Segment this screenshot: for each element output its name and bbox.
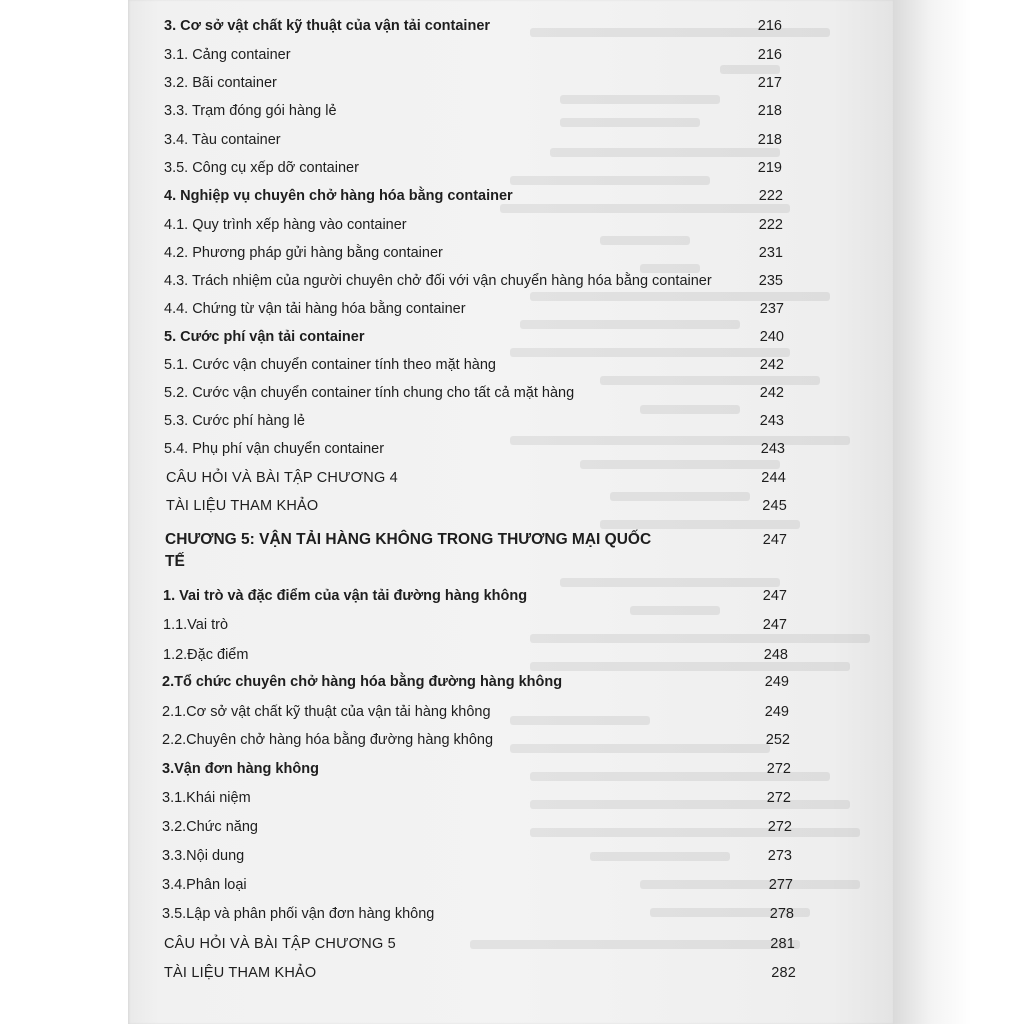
toc-entry-page: 242 (759, 385, 784, 401)
toc-entry-page: 272 (766, 790, 791, 806)
toc-entry-page: 281 (770, 936, 795, 952)
toc-entry-title: 2.Tổ chức chuyên chở hàng hóa bằng đường hàng không (162, 674, 563, 690)
toc-entry (0, 243, 800, 271)
toc-entry-title: 3.3.Nội dung (162, 848, 245, 864)
toc-entry-title: 4.1. Quy trình xếp hàng vào container (164, 217, 407, 233)
toc-entry-title: 5.4. Phụ phí vận chuyển container (164, 441, 385, 457)
toc-entry (0, 186, 800, 214)
toc-entry (0, 355, 800, 383)
toc-entry-page: 218 (757, 103, 782, 119)
toc-entry-title: 5. Cước phí vận tải container (164, 329, 365, 345)
toc-entry-page: 248 (763, 647, 788, 663)
toc-entry-title: 4.3. Trách nhiệm của người chuyên chở đối với vận chuyển hàng hóa bằng container (164, 273, 712, 289)
toc-entry-page: 282 (771, 965, 796, 981)
toc-entry-title: 2.2.Chuyên chở hàng hóa bằng đường hàng không (162, 732, 494, 748)
toc-entry-page: 249 (764, 704, 789, 720)
toc-entry-page: 216 (757, 47, 782, 63)
toc-entry (0, 672, 800, 700)
toc-entry (0, 468, 800, 496)
toc-entry-page: 252 (765, 732, 790, 748)
toc-entry (0, 271, 800, 299)
toc-entry-page: 218 (757, 132, 782, 148)
toc-entry-title: 3.5.Lập và phân phối vận đơn hàng không (162, 906, 435, 922)
toc-entry (0, 130, 800, 158)
toc-entry-page: 235 (758, 273, 783, 289)
toc-entry-page: 216 (757, 18, 782, 34)
toc-entry (0, 158, 800, 186)
toc-entry-title: 3.4.Phân loại (162, 877, 247, 893)
toc-entry (0, 817, 800, 845)
toc-entry (0, 645, 800, 673)
toc-entry-page: 247 (762, 532, 787, 548)
toc-entry-page: 247 (762, 588, 787, 604)
toc-entry (0, 439, 800, 467)
toc-entry (0, 904, 800, 932)
toc-entry (0, 846, 800, 874)
toc-entry-page: 237 (759, 301, 784, 317)
toc-entry-title: CHƯƠNG 5: VẬN TẢI HÀNG KHÔNG TRONG THƯƠNG MẠI QUỐC (165, 531, 652, 548)
toc-entry (0, 299, 800, 327)
toc-entry (0, 101, 800, 129)
toc-entry-title: 5.2. Cước vận chuyển container tính chung cho tất cả mặt hàng (164, 385, 575, 401)
toc-entry (0, 327, 800, 355)
toc-chapter-heading (0, 530, 800, 576)
toc-entry (0, 875, 800, 903)
toc-entry-page: 222 (758, 188, 783, 204)
toc-entry-page: 247 (762, 617, 787, 633)
toc-entry-page: 243 (759, 413, 784, 429)
toc-entry (0, 934, 800, 962)
toc-entry (0, 73, 800, 101)
toc-entry-title: 1.2.Đặc điểm (163, 647, 249, 663)
toc-entry-title: CÂU HỎI VÀ BÀI TẬP CHƯƠNG 4 (166, 470, 398, 486)
toc-entry-title: 3.4. Tàu container (164, 132, 281, 148)
toc-entry-title: 3.Vận đơn hàng không (162, 761, 319, 777)
toc-entry (0, 615, 800, 643)
toc-entry-title: 4. Nghiệp vụ chuyên chở hàng hóa bằng container (164, 188, 513, 204)
toc-entry-page: 278 (769, 906, 794, 922)
toc-entry-page: 249 (764, 674, 789, 690)
toc-entry (0, 702, 800, 730)
toc-entry (0, 45, 800, 73)
toc-entry-page: 273 (767, 848, 792, 864)
toc-entry-page: 272 (766, 761, 791, 777)
toc-entry-title: 3.1.Khái niệm (162, 790, 251, 806)
toc-entry (0, 788, 800, 816)
toc-entry-page: 222 (758, 217, 783, 233)
toc-entry-title: 3. Cơ sở vật chất kỹ thuật của vận tải container (164, 18, 491, 34)
toc-entry (0, 16, 800, 44)
toc-entry-title: 4.2. Phương pháp gửi hàng bằng container (164, 245, 443, 261)
toc-entry-page: 217 (757, 75, 782, 91)
toc-entry-page: 272 (767, 819, 792, 835)
toc-entry-title-continued: TẾ (165, 553, 185, 570)
toc-entry-title: 5.3. Cước phí hàng lẻ (164, 413, 305, 429)
toc-entry-title: TÀI LIỆU THAM KHẢO (164, 965, 317, 981)
toc-entry-page: 242 (759, 357, 784, 373)
toc-entry-title: 4.4. Chứng từ vận tải hàng hóa bằng container (164, 301, 466, 317)
toc-entry (0, 411, 800, 439)
toc-entry-page: 244 (761, 470, 786, 486)
toc-entry-title: 5.1. Cước vận chuyển container tính theo mặt hàng (164, 357, 496, 373)
toc-entry-title: 3.2. Bãi container (164, 75, 277, 91)
toc-entry (0, 215, 800, 243)
toc-entry (0, 586, 800, 614)
toc-entry-page: 219 (757, 160, 782, 176)
toc-entry (0, 496, 800, 524)
toc-entry-page: 277 (768, 877, 793, 893)
toc-entry-page: 243 (760, 441, 785, 457)
toc-entry (0, 730, 800, 758)
toc-entry-page: 240 (759, 329, 784, 345)
toc-entry-title: 3.3. Trạm đóng gói hàng lẻ (164, 103, 337, 119)
toc-entry-title: 3.5. Công cụ xếp dỡ container (164, 160, 359, 176)
toc-entry-title: 1.1.Vai trò (163, 617, 229, 633)
toc-entry-title: 3.1. Cảng container (164, 47, 291, 63)
toc-entry-title: CÂU HỎI VÀ BÀI TẬP CHƯƠNG 5 (164, 936, 396, 952)
toc-entry (0, 383, 800, 411)
toc-entry-title: TÀI LIỆU THAM KHẢO (166, 498, 319, 514)
toc-entry-title: 1. Vai trò và đặc điểm của vận tải đường hàng không (163, 588, 528, 604)
toc-entry-page: 245 (762, 498, 787, 514)
toc-entry-title: 2.1.Cơ sở vật chất kỹ thuật của vận tải hàng không (162, 704, 491, 720)
toc-entry (0, 963, 800, 991)
toc-entry-page: 231 (758, 245, 783, 261)
toc-entry (0, 759, 800, 787)
toc-entry-title: 3.2.Chức năng (162, 819, 258, 835)
